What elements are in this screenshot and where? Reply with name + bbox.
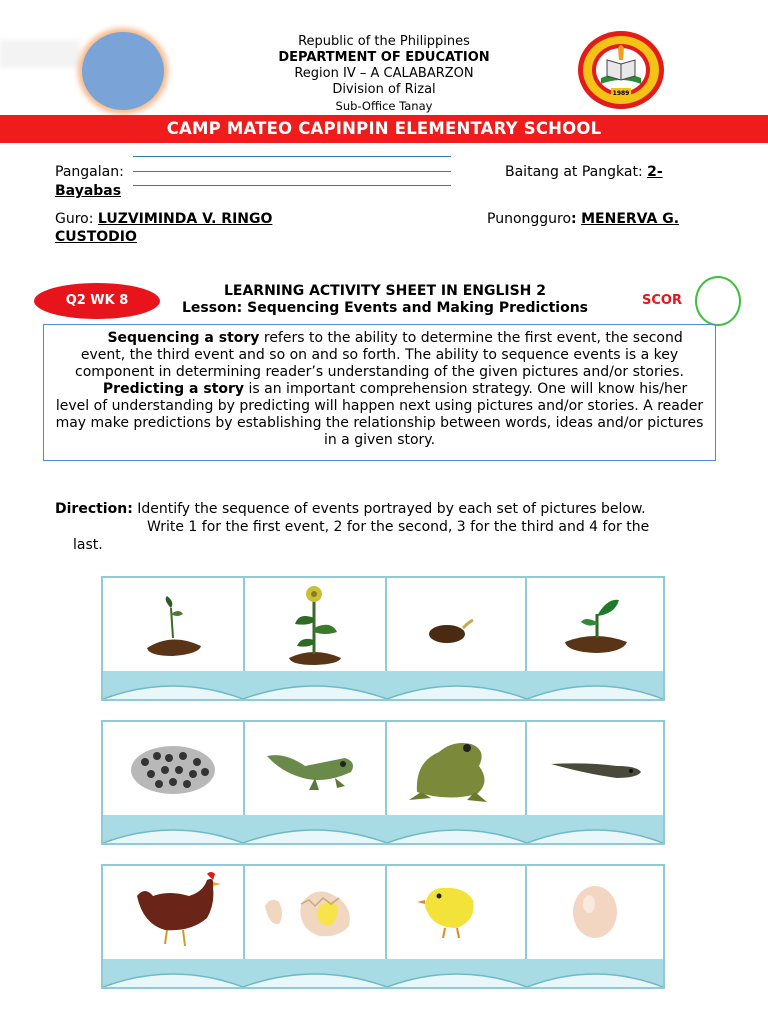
frog-icon [387, 722, 523, 815]
picture-cell[interactable] [387, 578, 527, 673]
school-banner [0, 115, 768, 143]
name-line-red [133, 171, 451, 172]
flowering-plant-icon [245, 578, 383, 671]
picture-cell[interactable] [527, 866, 663, 961]
teacher-label: Guro: LUZVIMINDA V. RINGO [55, 211, 273, 227]
name-line-bottom[interactable] [133, 185, 451, 186]
sheet-title: LEARNING ACTIVITY SHEET IN ENGLISH 2 [223, 283, 547, 299]
picture-cell[interactable] [103, 578, 245, 673]
school-name: CAMP MATEO CAPINPIN ELEMENTARY SCHOOL [166, 119, 602, 138]
direction-text-3: last. [73, 537, 103, 553]
predicting-paragraph [44, 381, 715, 449]
header-suboffice: Sub-Office Tanay [335, 99, 433, 113]
seal-year: 1989 [612, 90, 630, 97]
direction-label: Direction: [55, 501, 133, 517]
scalloped-border [103, 959, 663, 987]
predicting-term: Predicting a story [102, 381, 245, 397]
seed-icon [387, 578, 523, 671]
principal-surname: CUSTODIO [55, 229, 137, 245]
sequencing-term: Sequencing a story [107, 330, 260, 346]
picture-cell[interactable] [527, 578, 663, 673]
frog-eggs-icon [103, 722, 241, 815]
school-seal-icon [577, 30, 665, 110]
picture-cell[interactable] [103, 866, 245, 961]
chick-icon [387, 866, 523, 959]
section-value: Bayabas [55, 183, 122, 199]
picture-cell[interactable] [103, 722, 245, 817]
week-badge: Q2 WK 8 [34, 283, 160, 319]
grade-value: 2- [647, 164, 663, 180]
principal-value: MENERVA G. [581, 211, 680, 227]
picture-cell[interactable] [527, 722, 663, 817]
tadpole-icon [527, 722, 663, 815]
principal-label: Punongguro: MENERVA G. [487, 211, 680, 227]
header-republic: Republic of the Philippines [298, 34, 470, 49]
hatching-egg-icon [245, 866, 383, 959]
direction-text-2: Write 1 for the first event, 2 for the second, 3 for the third and 4 for the [147, 519, 650, 535]
picture-cell[interactable] [387, 722, 527, 817]
froglet-icon [245, 722, 383, 815]
score-circle[interactable] [695, 276, 741, 326]
picture-cell[interactable] [245, 866, 387, 961]
activity-title [150, 283, 620, 317]
teacher-value: LUZVIMINDA V. RINGO [97, 211, 273, 227]
score-label: SCOR [642, 293, 682, 308]
lesson-title: Lesson: Sequencing Events and Making Predictions [181, 300, 589, 316]
header-department: DEPARTMENT OF EDUCATION [278, 50, 490, 65]
egg-icon [527, 866, 663, 959]
grade-label: Baitang at Pangkat: 2- [505, 164, 663, 180]
concepts-box [43, 324, 716, 461]
name-label: Pangalan: [55, 164, 124, 180]
seedling-icon [527, 578, 663, 671]
scalloped-border [103, 815, 663, 843]
scalloped-border [103, 671, 663, 699]
sequencing-paragraph [44, 325, 715, 381]
header-region: Region IV – A CALABARZON [294, 66, 474, 81]
direction-block [55, 500, 725, 554]
direction-text-1: Identify the sequence of events portrayed by each set of pictures below. [132, 501, 646, 517]
sequencing-text: refers to the ability to determine the first event, the second event, the third event and so on and so forth. The ability to sequence events is a key component in determining reader’s understanding of the given pictures and/or stories. [75, 330, 684, 380]
picture-set-plant [101, 576, 665, 701]
sprout-with-leaf-icon [103, 578, 241, 671]
picture-set-frog [101, 720, 665, 845]
hen-icon [103, 866, 241, 959]
picture-cell[interactable] [245, 578, 387, 673]
picture-cell[interactable] [245, 722, 387, 817]
header-division: Division of Rizal [332, 82, 436, 97]
picture-cell[interactable] [387, 866, 527, 961]
name-line-top [133, 156, 451, 157]
picture-set-chicken [101, 864, 665, 989]
predicting-text: is an important comprehension strategy. One will know his/her level of understanding by predicting will happen next using pictures and/or stories. A reader may make predictions by establishing the relationship between words, ideas and/or pictures in a given story. [55, 381, 704, 448]
